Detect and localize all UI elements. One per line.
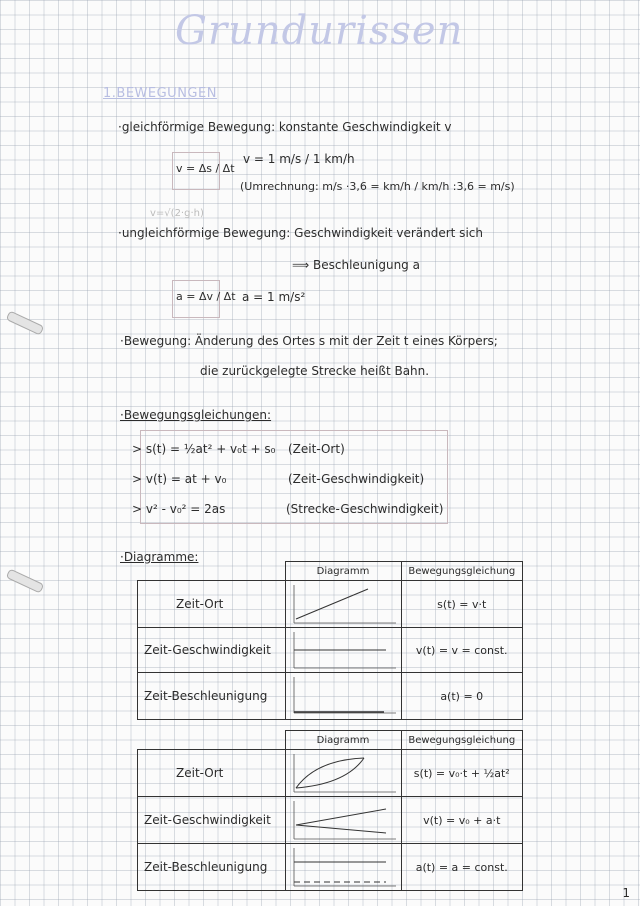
diagram-cell [285,628,401,673]
equation-3: > v² - v₀² = 2as [132,502,226,516]
velocity-time-linear-graph [286,797,401,843]
diagrams-heading: ·Diagramme: [120,550,199,564]
equation-column-header: Bewegungsgleichung [401,562,523,581]
acceleration-unit: a = 1 m/s² [242,290,306,304]
velocity-unit: v = 1 m/s / 1 km/h [243,152,355,166]
velocity-time-constant-graph [286,628,401,672]
motion-definition-line1: ·Bewegung: Änderung des Ortes s mit der Zeit t eines Körpers; [120,334,498,348]
equation-cell: v(t) = v = const. [401,628,523,673]
equation-column-header: Bewegungsgleichung [401,731,523,750]
section-heading: 1.BEWEGUNGEN [103,86,217,101]
equations-heading: ·Bewegungsgleichungen: [120,408,272,422]
diagram-cell [285,750,401,797]
acceleration-arrow: ⟹ Beschleunigung a [292,258,420,272]
equation-1-desc: (Zeit-Ort) [288,442,345,456]
row-label-time-velocity: Zeit-Geschwindigkeit [138,628,286,673]
equation-1: > s(t) = ½at² + v₀t + s₀ [132,442,276,456]
diagram-cell [285,844,401,891]
nonuniform-motion-bullet: ·ungleichförmige Bewegung: Geschwindigkeit verändert sich [118,226,483,240]
side-note: v=√(2·g·h) [150,208,204,219]
row-label-time-acceleration: Zeit-Beschleunigung [138,673,286,720]
acceleration-time-zero-graph [286,673,401,719]
uniform-motion-bullet: ·gleichförmige Bewegung: konstante Geschwindigkeit v [118,120,452,134]
equation-cell: s(t) = v₀·t + ½at² [401,750,523,797]
diagram-column-header: Diagramm [285,731,401,750]
equation-cell: a(t) = a = const. [401,844,523,891]
diagram-column-header: Diagramm [285,562,401,581]
equation-cell: a(t) = 0 [401,673,523,720]
unit-conversion: (Umrechnung: m/s ·3,6 = km/h / km/h :3,6 = m/s) [240,180,515,193]
velocity-formula: v = Δs / Δt [176,162,235,175]
page-title: Grundurissen [175,8,464,54]
diagram-table-uniform [137,561,523,720]
motion-definition-line2: die zurückgelegte Strecke heißt Bahn. [200,364,430,378]
diagram-table-accelerated [137,730,523,891]
row-label-time-velocity: Zeit-Geschwindigkeit [138,797,286,844]
page-number: 1 [622,886,630,900]
equation-cell: s(t) = v·t [401,581,523,628]
diagram-cell [285,581,401,628]
acceleration-formula: a = Δv / Δt [176,290,236,303]
position-time-parabola-graph [286,750,401,796]
equation-2-desc: (Zeit-Geschwindigkeit) [288,472,425,486]
diagram-cell [285,673,401,720]
equation-2: > v(t) = at + v₀ [132,472,227,486]
row-label-time-position: Zeit-Ort [138,750,286,797]
row-label-time-acceleration: Zeit-Beschleunigung [138,844,286,891]
equation-cell: v(t) = v₀ + a·t [401,797,523,844]
binder-hole-top [6,310,45,335]
position-time-linear-graph [286,581,401,627]
row-label-time-position: Zeit-Ort [138,581,286,628]
acceleration-time-constant-graph [286,844,401,890]
binder-hole-bottom [6,568,45,593]
equation-3-desc: (Strecke-Geschwindigkeit) [286,502,444,516]
diagram-cell [285,797,401,844]
